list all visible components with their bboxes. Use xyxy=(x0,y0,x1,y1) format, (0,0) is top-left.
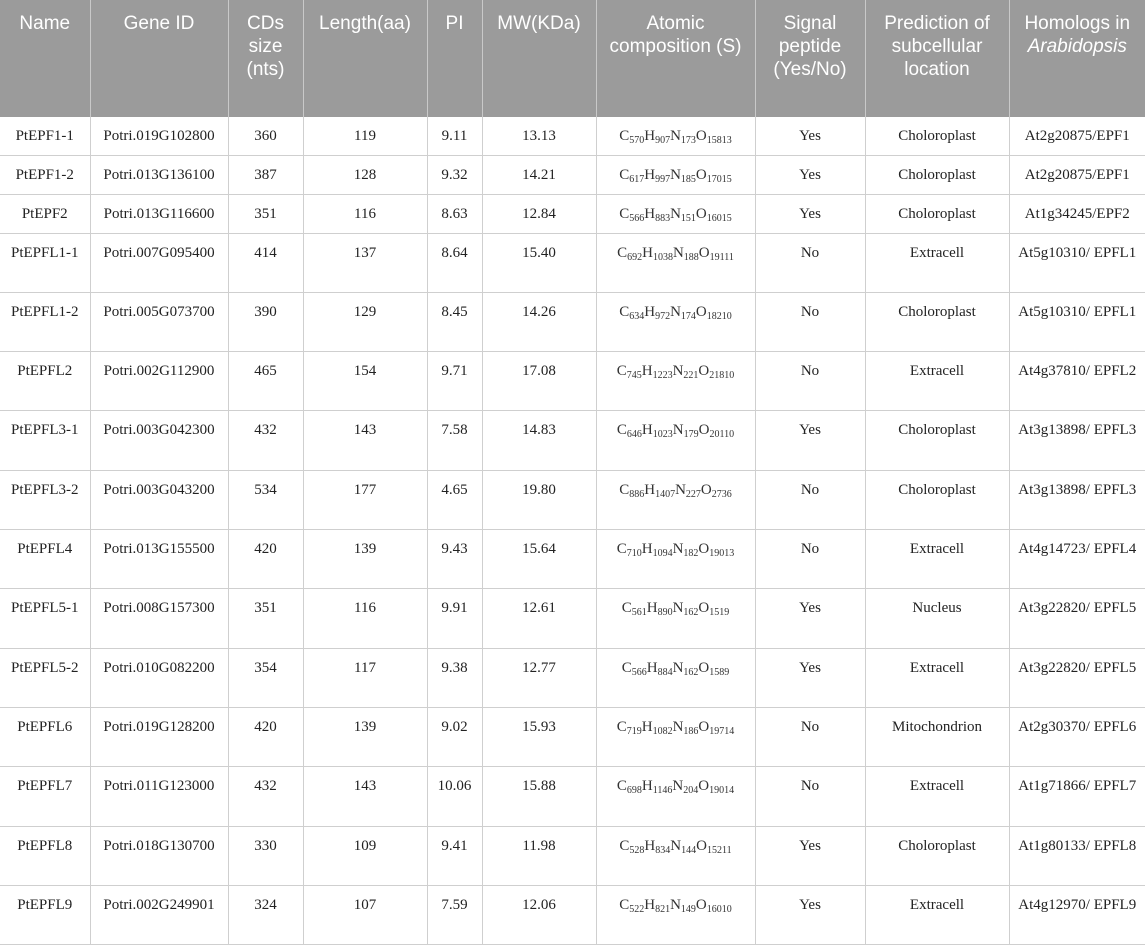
cell-pi: 9.02 xyxy=(427,707,482,766)
cell-pi: 7.59 xyxy=(427,885,482,944)
cell-location: Choloroplast xyxy=(865,156,1009,195)
header-mw: MW(KDa) xyxy=(482,0,596,117)
cell-name: PtEPFL1-1 xyxy=(0,233,90,292)
table-row xyxy=(0,648,1145,707)
cell-pi: 9.43 xyxy=(427,530,482,589)
cell-length: 143 xyxy=(303,767,427,826)
table-row xyxy=(0,117,1145,156)
cell-length: 143 xyxy=(303,411,427,470)
cell-formula xyxy=(596,233,755,292)
cell-formula xyxy=(596,292,755,351)
cell-signal: Yes xyxy=(755,826,865,885)
cell-gene-id: Potri.007G095400 xyxy=(90,233,228,292)
table-row xyxy=(0,589,1145,648)
cell-name: PtEPFL3-2 xyxy=(0,470,90,529)
cell-location: Choloroplast xyxy=(865,292,1009,351)
cell-signal: No xyxy=(755,292,865,351)
cell-signal: Yes xyxy=(755,194,865,233)
cell-formula xyxy=(596,707,755,766)
cell-signal: No xyxy=(755,233,865,292)
cell-mw: 15.93 xyxy=(482,707,596,766)
cell-length: 129 xyxy=(303,292,427,351)
cell-signal: Yes xyxy=(755,589,865,648)
cell-signal: No xyxy=(755,767,865,826)
cell-length: 116 xyxy=(303,194,427,233)
cell-formula xyxy=(596,589,755,648)
header-atomic-composition: Atomic composition (S) xyxy=(596,0,755,117)
cell-location: Extracell xyxy=(865,648,1009,707)
cell-signal: Yes xyxy=(755,648,865,707)
cell-gene-id: Potri.019G102800 xyxy=(90,117,228,156)
cell-signal: No xyxy=(755,530,865,589)
cell-gene-id: Potri.013G116600 xyxy=(90,194,228,233)
cell-formula xyxy=(596,826,755,885)
cell-cds: 351 xyxy=(228,589,303,648)
cell-name: PtEPFL1-2 xyxy=(0,292,90,351)
cell-signal: No xyxy=(755,707,865,766)
header-name: Name xyxy=(0,0,90,117)
cell-homolog: At2g30370/ EPFL6 xyxy=(1009,707,1145,766)
cell-name: PtEPFL6 xyxy=(0,707,90,766)
cell-homolog: At1g34245/EPF2 xyxy=(1009,194,1145,233)
cell-formula xyxy=(596,352,755,411)
atomic-formula: $C_{646}H_{1023}N_{179}O_{20110}$ xyxy=(616,422,735,441)
cell-name: PtEPFL8 xyxy=(0,826,90,885)
cell-gene-id: Potri.005G073700 xyxy=(90,292,228,351)
cell-length: 109 xyxy=(303,826,427,885)
cell-name: PtEPF2 xyxy=(0,194,90,233)
cell-homolog: At3g13898/ EPFL3 xyxy=(1009,470,1145,529)
cell-cds: 390 xyxy=(228,292,303,351)
cell-homolog: At3g13898/ EPFL3 xyxy=(1009,411,1145,470)
cell-name: PtEPFL7 xyxy=(0,767,90,826)
cell-name: PtEPFL5-2 xyxy=(0,648,90,707)
cell-length: 128 xyxy=(303,156,427,195)
cell-gene-id: Potri.019G128200 xyxy=(90,707,228,766)
table-row xyxy=(0,470,1145,529)
table-row xyxy=(0,826,1145,885)
cell-pi: 4.65 xyxy=(427,470,482,529)
cell-length: 119 xyxy=(303,117,427,156)
cell-location: Choloroplast xyxy=(865,826,1009,885)
cell-location: Mitochondrion xyxy=(865,707,1009,766)
cell-pi: 9.41 xyxy=(427,826,482,885)
atomic-formula: $C_{719}H_{1082}N_{186}O_{19714}$ xyxy=(616,718,735,737)
cell-location: Nucleus xyxy=(865,589,1009,648)
cell-length: 177 xyxy=(303,470,427,529)
cell-length: 137 xyxy=(303,233,427,292)
atomic-formula: $C_{617}H_{997}N_{185}O_{17015}$ xyxy=(619,167,732,186)
atomic-formula: $C_{566}H_{883}N_{151}O_{16015}$ xyxy=(619,205,732,224)
table-header xyxy=(0,0,1145,117)
cell-homolog: At4g12970/ EPFL9 xyxy=(1009,885,1145,944)
cell-mw: 15.88 xyxy=(482,767,596,826)
table-row xyxy=(0,530,1145,589)
cell-mw: 17.08 xyxy=(482,352,596,411)
atomic-formula: $C_{528}H_{834}N_{144}O_{15211}$ xyxy=(619,837,732,856)
cell-length: 117 xyxy=(303,648,427,707)
cell-pi: 9.91 xyxy=(427,589,482,648)
cell-homolog: At2g20875/EPF1 xyxy=(1009,156,1145,195)
cell-formula xyxy=(596,117,755,156)
cell-pi: 10.06 xyxy=(427,767,482,826)
cell-cds: 360 xyxy=(228,117,303,156)
cell-location: Choloroplast xyxy=(865,411,1009,470)
cell-formula xyxy=(596,156,755,195)
cell-location: Extracell xyxy=(865,233,1009,292)
cell-gene-id: Potri.002G112900 xyxy=(90,352,228,411)
cell-signal: No xyxy=(755,352,865,411)
cell-pi: 9.32 xyxy=(427,156,482,195)
cell-pi: 7.58 xyxy=(427,411,482,470)
cell-homolog: At3g22820/ EPFL5 xyxy=(1009,648,1145,707)
header-gene-id: Gene ID xyxy=(90,0,228,117)
cell-mw: 14.26 xyxy=(482,292,596,351)
cell-name: PtEPF1-1 xyxy=(0,117,90,156)
table-row xyxy=(0,292,1145,351)
cell-gene-id: Potri.011G123000 xyxy=(90,767,228,826)
cell-signal: No xyxy=(755,470,865,529)
cell-length: 139 xyxy=(303,707,427,766)
table-row xyxy=(0,352,1145,411)
cell-homolog: At3g22820/ EPFL5 xyxy=(1009,589,1145,648)
cell-homolog: At4g14723/ EPFL4 xyxy=(1009,530,1145,589)
cell-mw: 12.61 xyxy=(482,589,596,648)
cell-homolog: At1g80133/ EPFL8 xyxy=(1009,826,1145,885)
cell-cds: 432 xyxy=(228,767,303,826)
cell-mw: 19.80 xyxy=(482,470,596,529)
cell-name: PtEPFL2 xyxy=(0,352,90,411)
cell-cds: 330 xyxy=(228,826,303,885)
header-cds-size: CDs size (nts) xyxy=(228,0,303,117)
cell-length: 107 xyxy=(303,885,427,944)
atomic-formula: $C_{692}H_{1038}N_{188}O_{19111}$ xyxy=(617,244,734,263)
cell-mw: 14.83 xyxy=(482,411,596,470)
cell-name: PtEPF1-2 xyxy=(0,156,90,195)
cell-mw: 13.13 xyxy=(482,117,596,156)
cell-gene-id: Potri.013G136100 xyxy=(90,156,228,195)
cell-mw: 12.77 xyxy=(482,648,596,707)
cell-location: Extracell xyxy=(865,352,1009,411)
cell-mw: 15.64 xyxy=(482,530,596,589)
cell-length: 116 xyxy=(303,589,427,648)
atomic-formula: $C_{745}H_{1223}N_{221}O_{21810}$ xyxy=(616,363,735,382)
cell-cds: 420 xyxy=(228,530,303,589)
header-subcellular-location: Prediction of subcellular location xyxy=(865,0,1009,117)
cell-pi: 8.45 xyxy=(427,292,482,351)
cell-gene-id: Potri.018G130700 xyxy=(90,826,228,885)
cell-mw: 15.40 xyxy=(482,233,596,292)
cell-homolog: At5g10310/ EPFL1 xyxy=(1009,233,1145,292)
header-length: Length(aa) xyxy=(303,0,427,117)
cell-name: PtEPFL9 xyxy=(0,885,90,944)
cell-cds: 465 xyxy=(228,352,303,411)
cell-homolog: At2g20875/EPF1 xyxy=(1009,117,1145,156)
cell-cds: 351 xyxy=(228,194,303,233)
cell-gene-id: Potri.003G042300 xyxy=(90,411,228,470)
cell-cds: 432 xyxy=(228,411,303,470)
cell-signal: Yes xyxy=(755,411,865,470)
atomic-formula: $C_{561}H_{890}N_{162}O_{1519}$ xyxy=(621,600,730,619)
cell-location: Choloroplast xyxy=(865,470,1009,529)
cell-name: PtEPFL3-1 xyxy=(0,411,90,470)
cell-pi: 9.71 xyxy=(427,352,482,411)
cell-length: 154 xyxy=(303,352,427,411)
table-row xyxy=(0,885,1145,944)
cell-pi: 8.63 xyxy=(427,194,482,233)
atomic-formula: $C_{566}H_{884}N_{162}O_{1589}$ xyxy=(621,659,730,678)
cell-name: PtEPFL5-1 xyxy=(0,589,90,648)
cell-signal: Yes xyxy=(755,117,865,156)
cell-formula xyxy=(596,648,755,707)
cell-pi: 8.64 xyxy=(427,233,482,292)
cell-location: Extracell xyxy=(865,767,1009,826)
header-signal-peptide: Signal peptide (Yes/No) xyxy=(755,0,865,117)
atomic-formula: $C_{634}H_{972}N_{174}O_{18210}$ xyxy=(619,303,732,322)
header-homologs: Homologs in Arabidopsis xyxy=(1009,0,1145,117)
cell-homolog: At5g10310/ EPFL1 xyxy=(1009,292,1145,351)
table-row xyxy=(0,156,1145,195)
cell-location: Extracell xyxy=(865,885,1009,944)
table-body xyxy=(0,117,1145,945)
cell-formula xyxy=(596,470,755,529)
cell-formula xyxy=(596,411,755,470)
cell-location: Extracell xyxy=(865,530,1009,589)
table-row xyxy=(0,194,1145,233)
cell-gene-id: Potri.008G157300 xyxy=(90,589,228,648)
cell-mw: 12.84 xyxy=(482,194,596,233)
cell-signal: Yes xyxy=(755,156,865,195)
cell-cds: 414 xyxy=(228,233,303,292)
atomic-formula: $C_{570}H_{907}N_{173}O_{15813}$ xyxy=(619,128,732,146)
cell-cds: 354 xyxy=(228,648,303,707)
cell-gene-id: Potri.013G155500 xyxy=(90,530,228,589)
header-row xyxy=(0,0,1145,117)
cell-signal: Yes xyxy=(755,885,865,944)
cell-homolog: At1g71866/ EPFL7 xyxy=(1009,767,1145,826)
table-row xyxy=(0,233,1145,292)
table-row xyxy=(0,411,1145,470)
cell-formula xyxy=(596,767,755,826)
cell-gene-id: Potri.003G043200 xyxy=(90,470,228,529)
cell-gene-id: Potri.002G249901 xyxy=(90,885,228,944)
cell-gene-id: Potri.010G082200 xyxy=(90,648,228,707)
cell-location: Choloroplast xyxy=(865,117,1009,156)
cell-formula xyxy=(596,530,755,589)
cell-cds: 534 xyxy=(228,470,303,529)
cell-length: 139 xyxy=(303,530,427,589)
table-row xyxy=(0,707,1145,766)
cell-location: Choloroplast xyxy=(865,194,1009,233)
cell-cds: 387 xyxy=(228,156,303,195)
atomic-formula: $C_{886}H_{1407}N_{227}O_{2736}$ xyxy=(619,481,732,500)
cell-cds: 324 xyxy=(228,885,303,944)
cell-pi: 9.11 xyxy=(427,117,482,156)
cell-mw: 14.21 xyxy=(482,156,596,195)
cell-formula xyxy=(596,885,755,944)
atomic-formula: $C_{522}H_{821}N_{149}O_{16010}$ xyxy=(619,896,732,915)
cell-formula xyxy=(596,194,755,233)
atomic-formula: $C_{710}H_{1094}N_{182}O_{19013}$ xyxy=(616,541,735,560)
cell-homolog: At4g37810/ EPFL2 xyxy=(1009,352,1145,411)
cell-name: PtEPFL4 xyxy=(0,530,90,589)
table-row xyxy=(0,767,1145,826)
cell-cds: 420 xyxy=(228,707,303,766)
atomic-formula: $C_{698}H_{1146}N_{204}O_{19014}$ xyxy=(616,778,735,797)
header-pi: PI xyxy=(427,0,482,117)
cell-mw: 11.98 xyxy=(482,826,596,885)
cell-pi: 9.38 xyxy=(427,648,482,707)
cell-mw: 12.06 xyxy=(482,885,596,944)
